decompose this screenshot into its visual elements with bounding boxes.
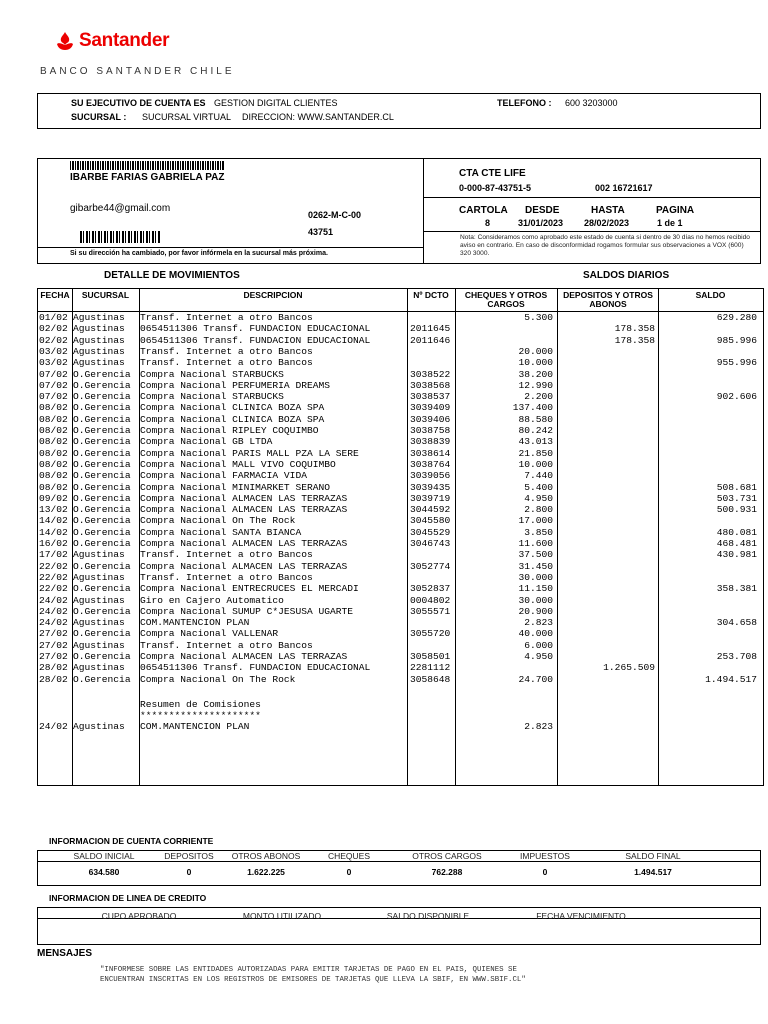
cell-fecha: 01/02 — [39, 312, 68, 323]
cell-dcto: 3039719 — [410, 492, 451, 504]
cell-cargo: 30.000 — [518, 571, 553, 583]
cell-fecha: 24/02 — [39, 594, 68, 606]
cell-cargo: 2.823 — [524, 721, 553, 732]
table-row — [38, 448, 763, 459]
cell-cargo: 20.000 — [518, 345, 553, 357]
cell-sucursal: Agustinas — [73, 323, 125, 335]
credit-label: MONTO UTILIZADO — [242, 911, 322, 921]
cell-descripcion: Compra Nacional SUMUP C*JESUSA UGARTE — [140, 605, 354, 617]
table-row — [38, 323, 763, 334]
header-saldo: SALDO — [695, 290, 726, 300]
executive-box — [37, 93, 761, 129]
cell-fecha: 17/02 — [39, 549, 68, 561]
cell-fecha: 09/02 — [39, 492, 68, 504]
summary-value: 1.622.225 — [247, 867, 285, 877]
cell-descripcion: Compra Nacional ALMACEN LAS TERRAZAS — [140, 538, 348, 549]
cell-cargo: 80.242 — [518, 425, 553, 436]
client-code1: 0262-M-C-00 — [308, 210, 362, 220]
cell-sucursal: Agustinas — [73, 639, 125, 651]
cell-dcto: 3058501 — [410, 651, 451, 662]
cell-descripcion: Compra Nacional RIPLEY COQUIMBO — [140, 425, 319, 436]
table-row — [38, 369, 763, 380]
cell-cargo: 24.700 — [518, 673, 553, 685]
cell-dcto: 3038758 — [410, 425, 451, 436]
cell-sucursal: O.Gerencia — [73, 368, 131, 380]
cell-fecha: 08/02 — [39, 447, 68, 459]
phone-label: TELEFONO : — [497, 98, 552, 108]
cell-sucursal: Agustinas — [73, 571, 125, 583]
cell-dcto: 3038839 — [410, 436, 451, 448]
credit-title: INFORMACION DE LINEA DE CREDITO — [49, 893, 207, 903]
cell-sucursal: O.Gerencia — [73, 560, 131, 572]
cell-sucursal: Agustinas — [73, 594, 125, 606]
flame-icon — [55, 31, 75, 51]
cell-descripcion: Compra Nacional ALMACEN LAS TERRAZAS — [140, 504, 348, 516]
table-row — [38, 482, 763, 493]
cell-sucursal: Agustinas — [73, 334, 125, 346]
header-descripcion: DESCRIPCION — [243, 290, 303, 300]
cell-fecha: 27/02 — [39, 639, 68, 651]
cell-dcto: 3045529 — [410, 526, 451, 538]
cell-saldo: 1.494.517 — [705, 673, 757, 685]
cell-cargo: 38.200 — [518, 368, 553, 380]
client-box — [37, 158, 424, 264]
table-row — [38, 470, 763, 481]
cell-descripcion: Transf. Internet a otro Bancos — [140, 357, 313, 369]
cell-descripcion: 0654511306 Transf. FUNDACION EDUCACIONAL — [140, 323, 371, 335]
summary-label: DEPOSITOS — [164, 851, 214, 861]
cell-fecha: 27/02 — [39, 628, 68, 640]
cell-fecha: 24/02 — [39, 721, 68, 732]
cell-saldo: 253.708 — [716, 651, 757, 662]
hasta-value: 28/02/2023 — [584, 218, 630, 228]
cell-dcto: 3038537 — [410, 391, 451, 403]
cell-fecha: 08/02 — [39, 458, 68, 470]
cell-sucursal: Agustinas — [73, 617, 125, 629]
cell-sucursal: O.Gerencia — [73, 379, 131, 391]
cell-fecha: 03/02 — [39, 345, 68, 357]
cell-fecha: 14/02 — [39, 515, 68, 527]
cell-fecha: 07/02 — [39, 368, 68, 380]
exec-value: GESTION DIGITAL CLIENTES — [214, 98, 338, 108]
summary-label: OTROS CARGOS — [412, 851, 482, 861]
divider — [38, 861, 760, 862]
cell-descripcion: Compra Nacional On The Rock — [140, 673, 296, 685]
summary-value: 634.580 — [88, 867, 120, 877]
desde-value: 31/01/2023 — [518, 218, 564, 228]
movements-table — [37, 288, 764, 786]
cell-abono: 178.358 — [614, 323, 655, 335]
cell-dcto: 3038568 — [410, 379, 451, 391]
cell-descripcion: Transf. Internet a otro Bancos — [140, 571, 313, 583]
cell-sucursal: O.Gerencia — [73, 526, 131, 538]
table-row — [38, 425, 763, 436]
message-line2: ENCUENTRAN INSCRITAS EN LOS REGISTROS DE EMISORES DE TARJETAS QUE LLEVA LA SBIF, EN WWW.SBIF.CL" — [100, 976, 526, 984]
cell-cargo: 137.400 — [512, 402, 553, 414]
cell-sucursal: Agustinas — [73, 357, 125, 369]
brand-name: Santander — [79, 30, 170, 51]
cartola-label: CARTOLA — [459, 205, 508, 216]
account-number2: 002 16721617 — [595, 183, 653, 193]
cell-sucursal: Agustinas — [73, 721, 125, 732]
table-row — [38, 572, 763, 583]
cell-sucursal: O.Gerencia — [73, 481, 131, 493]
table-row — [38, 515, 763, 526]
cell-cargo: 30.000 — [518, 594, 553, 606]
table-row — [38, 493, 763, 504]
cell-dcto: 3039406 — [410, 413, 451, 425]
cell-dcto: 3046743 — [410, 538, 451, 549]
cell-fecha: 07/02 — [39, 391, 68, 403]
summary-value: 762.288 — [431, 867, 463, 877]
cell-fecha: 22/02 — [39, 583, 68, 595]
cell-saldo: 503.731 — [716, 492, 757, 504]
cell-dcto: 3044592 — [410, 504, 451, 516]
table-row — [38, 346, 763, 357]
client-code2: 43751 — [308, 227, 334, 237]
cell-dcto: 3055720 — [410, 628, 451, 640]
cell-fecha: 08/02 — [39, 425, 68, 436]
cell-cargo: 5.400 — [524, 481, 553, 493]
cell-fecha: 16/02 — [39, 538, 68, 549]
cell-cargo: 37.500 — [518, 549, 553, 561]
cell-cargo: 43.013 — [518, 436, 553, 448]
account-type: CTA CTE LIFE — [459, 168, 526, 179]
summary-label: OTROS ABONOS — [231, 851, 301, 861]
cell-dcto: 3039409 — [410, 402, 451, 414]
cell-cargo: 12.990 — [518, 379, 553, 391]
cell-saldo: 508.681 — [716, 481, 757, 493]
cell-fecha: 28/02 — [39, 673, 68, 685]
cell-fecha: 07/02 — [39, 379, 68, 391]
cell-sucursal: O.Gerencia — [73, 515, 131, 527]
commissions-title: Resumen de Comisiones — [140, 699, 261, 710]
table-row — [38, 651, 763, 662]
divider — [38, 247, 423, 248]
cell-sucursal: O.Gerencia — [73, 673, 131, 685]
cell-descripcion: Compra Nacional MINIMARKET SERANO — [140, 481, 330, 493]
cell-fecha: 02/02 — [39, 323, 68, 335]
summary-label: SALDO FINAL — [625, 851, 681, 861]
cell-descripcion: Transf. Internet a otro Bancos — [140, 549, 313, 561]
table-row — [38, 561, 763, 572]
cell-descripcion: Compra Nacional SANTA BIANCA — [140, 526, 302, 538]
cell-dcto: 3055571 — [410, 605, 451, 617]
message-line1: "INFORMESE SOBRE LAS ENTIDADES AUTORIZADAS PARA EMITIR TARJETAS DE PAGO EN EL PAIS, QUIENES SE — [100, 966, 517, 974]
cell-descripcion: Transf. Internet a otro Bancos — [140, 345, 313, 357]
cell-cargo: 20.900 — [518, 605, 553, 617]
cell-dcto: 2281112 — [410, 662, 451, 674]
cell-cargo: 10.000 — [518, 458, 553, 470]
cell-saldo: 480.081 — [716, 526, 757, 538]
cell-cargo: 11.600 — [518, 538, 553, 549]
cell-cargo: 4.950 — [524, 651, 553, 662]
cell-descripcion: Transf. Internet a otro Bancos — [140, 639, 313, 651]
cell-sucursal: O.Gerencia — [73, 458, 131, 470]
cell-cargo: 40.000 — [518, 628, 553, 640]
table-row — [38, 414, 763, 425]
cell-descripcion: Compra Nacional ALMACEN LAS TERRAZAS — [140, 651, 348, 662]
cell-sucursal: Agustinas — [73, 312, 125, 323]
cell-abono: 178.358 — [614, 334, 655, 346]
summary-label: SALDO INICIAL — [73, 851, 135, 861]
cell-saldo: 358.381 — [716, 583, 757, 595]
cell-dcto: 3038522 — [410, 368, 451, 380]
cell-descripcion: Compra Nacional ALMACEN LAS TERRAZAS — [140, 492, 348, 504]
cell-cargo: 4.950 — [524, 492, 553, 504]
table-row — [38, 617, 763, 628]
cell-dcto: 3038614 — [410, 447, 451, 459]
cell-descripcion: Compra Nacional ENTRECRUCES EL MERCADI — [140, 583, 359, 595]
cell-descripcion: Giro en Cajero Automatico — [140, 594, 284, 606]
table-row — [38, 504, 763, 515]
cell-sucursal: O.Gerencia — [73, 391, 131, 403]
cell-fecha: 08/02 — [39, 402, 68, 414]
cell-cargo: 21.850 — [518, 447, 553, 459]
credit-label: SALDO DISPONIBLE — [386, 911, 470, 921]
barcode-bottom — [80, 231, 160, 243]
table-row — [38, 640, 763, 651]
cell-descripcion: COM.MANTENCION PLAN — [140, 721, 250, 732]
table-row — [38, 459, 763, 470]
cell-sucursal: O.Gerencia — [73, 425, 131, 436]
cell-descripcion: Compra Nacional FARMACIA VIDA — [140, 470, 307, 482]
account-number: 0-000-87-43751-5 — [459, 183, 532, 193]
cell-saldo: 468.481 — [716, 538, 757, 549]
cell-cargo: 2.200 — [524, 391, 553, 403]
cell-descripcion: Compra Nacional On The Rock — [140, 515, 296, 527]
cell-cargo: 6.000 — [524, 639, 553, 651]
cell-cargo: 7.440 — [524, 470, 553, 482]
movements-title: DETALLE DE MOVIMIENTOS — [104, 270, 240, 281]
cell-sucursal: Agustinas — [73, 549, 125, 561]
cell-sucursal: O.Gerencia — [73, 492, 131, 504]
cell-fecha: 24/02 — [39, 617, 68, 629]
cell-descripcion: Compra Nacional PERFUMERIA DREAMS — [140, 379, 330, 391]
cell-fecha: 22/02 — [39, 560, 68, 572]
pagina-value: 1 de 1 — [657, 218, 683, 228]
cell-fecha: 02/02 — [39, 334, 68, 346]
summary-label: IMPUESTOS — [520, 851, 570, 861]
cell-fecha: 13/02 — [39, 504, 68, 516]
cell-fecha: 08/02 — [39, 481, 68, 493]
cell-fecha: 08/02 — [39, 436, 68, 448]
cell-dcto: 3039056 — [410, 470, 451, 482]
desde-label: DESDE — [525, 205, 560, 216]
cell-cargo: 5.300 — [524, 312, 553, 323]
cell-fecha: 03/02 — [39, 357, 68, 369]
header-fecha: FECHA — [40, 290, 70, 300]
cell-descripcion: Compra Nacional VALLENAR — [140, 628, 279, 640]
branch-address: DIRECCION: WWW.SANTANDER.CL — [242, 112, 394, 122]
bank-subtitle: BANCO SANTANDER CHILE — [40, 66, 235, 77]
cell-sucursal: O.Gerencia — [73, 504, 131, 516]
cell-fecha: 28/02 — [39, 662, 68, 674]
table-row — [38, 662, 763, 673]
credit-label: FECHA VENCIMIENTO — [536, 911, 626, 921]
cell-cargo: 10.000 — [518, 357, 553, 369]
divider — [424, 231, 760, 232]
cell-sucursal: O.Gerencia — [73, 651, 131, 662]
cell-dcto: 3045580 — [410, 515, 451, 527]
cell-descripcion: Compra Nacional STARBUCKS — [140, 391, 284, 403]
cell-saldo: 955.996 — [716, 357, 757, 369]
table-row — [38, 335, 763, 346]
hasta-label: HASTA — [591, 205, 625, 216]
exec-label: SU EJECUTIVO DE CUENTA ES — [71, 98, 206, 108]
cell-cargo: 3.850 — [524, 526, 553, 538]
account-box — [423, 158, 761, 264]
cell-cargo: 2.823 — [524, 617, 553, 629]
branch-value: SUCURSAL VIRTUAL — [142, 112, 232, 122]
cell-abono: 1.265.509 — [603, 662, 655, 674]
divider — [424, 197, 760, 198]
cell-saldo: 985.996 — [716, 334, 757, 346]
table-row — [38, 312, 763, 323]
address-notice: Si su dirección ha cambiado, por favor infórmela en la sucursal más próxima. — [70, 250, 328, 257]
credit-box — [37, 907, 761, 945]
summary-box — [37, 850, 761, 886]
summary-title: INFORMACION DE CUENTA CORRIENTE — [49, 836, 214, 846]
cell-sucursal: Agustinas — [73, 345, 125, 357]
cell-saldo: 629.280 — [716, 312, 757, 323]
cell-saldo: 304.658 — [716, 617, 757, 629]
cell-dcto: 3039435 — [410, 481, 451, 493]
cell-sucursal: O.Gerencia — [73, 470, 131, 482]
cell-dcto: 3052774 — [410, 560, 451, 572]
table-row — [38, 527, 763, 538]
cell-cargo: 88.580 — [518, 413, 553, 425]
cell-saldo: 500.931 — [716, 504, 757, 516]
cell-fecha: 27/02 — [39, 651, 68, 662]
cell-dcto: 2011646 — [410, 334, 451, 346]
header-dcto: Nº DCTO — [413, 290, 449, 300]
account-note: Nota: Consideramos como aprobado este estado de cuenta si dentro de 30 días no hemos recibido aviso en contrario. En caso de disconformidad rogamos formular sus observaciones a VOX (600) 320 3000. — [460, 234, 750, 257]
cell-fecha: 08/02 — [39, 413, 68, 425]
table-row — [38, 628, 763, 639]
header-abonos: DEPOSITOS Y OTROS ABONOS — [563, 290, 653, 309]
cell-sucursal: O.Gerencia — [73, 628, 131, 640]
phone-value: 600 3203000 — [565, 98, 618, 108]
cell-sucursal: O.Gerencia — [73, 447, 131, 459]
cell-descripcion: Compra Nacional PARIS MALL PZA LA SERE — [140, 447, 359, 459]
cell-descripcion: Compra Nacional GB LTDA — [140, 436, 273, 448]
cell-fecha: 22/02 — [39, 571, 68, 583]
balances-title: SALDOS DIARIOS — [583, 270, 670, 281]
cell-fecha: 08/02 — [39, 470, 68, 482]
commissions-stars: ********************* — [140, 710, 261, 721]
cell-dcto: 0004802 — [410, 594, 451, 606]
cell-descripcion: Compra Nacional CLINICA BOZA SPA — [140, 402, 325, 414]
table-row — [38, 606, 763, 617]
client-name: IBARBE FARIAS GABRIELA PAZ — [70, 172, 225, 183]
cell-sucursal: Agustinas — [73, 662, 125, 674]
summary-value: 0 — [346, 867, 352, 877]
summary-value: 0 — [542, 867, 548, 877]
cell-sucursal: O.Gerencia — [73, 436, 131, 448]
brand-logo — [55, 30, 169, 52]
cell-saldo: 902.606 — [716, 391, 757, 403]
cell-saldo: 430.981 — [716, 549, 757, 561]
cell-sucursal: O.Gerencia — [73, 538, 131, 549]
table-row — [38, 391, 763, 402]
table-row — [38, 538, 763, 549]
table-row — [38, 595, 763, 606]
table-row — [38, 357, 763, 368]
table-row — [38, 380, 763, 391]
table-row — [38, 549, 763, 560]
cell-cargo: 17.000 — [518, 515, 553, 527]
table-row — [38, 674, 763, 685]
cell-dcto: 3058648 — [410, 673, 451, 685]
cell-dcto: 2011645 — [410, 323, 451, 335]
client-email: gibarbe44@gmail.com — [70, 203, 171, 214]
barcode-top — [70, 161, 225, 170]
messages-title: MENSAJES — [37, 948, 93, 959]
cell-fecha: 24/02 — [39, 605, 68, 617]
cell-descripcion: 0654511306 Transf. FUNDACION EDUCACIONAL — [140, 662, 371, 674]
cell-descripcion: COM.MANTENCION PLAN — [140, 617, 250, 629]
cell-descripcion: Compra Nacional STARBUCKS — [140, 368, 284, 380]
credit-label: CUPO APROBADO — [101, 911, 177, 921]
table-row — [38, 436, 763, 447]
cell-sucursal: O.Gerencia — [73, 583, 131, 595]
summary-value: 0 — [186, 867, 192, 877]
cell-sucursal: O.Gerencia — [73, 605, 131, 617]
cell-descripcion: Compra Nacional MALL VIVO COQUIMBO — [140, 458, 336, 470]
summary-value: 1.494.517 — [634, 867, 672, 877]
cell-sucursal: O.Gerencia — [73, 402, 131, 414]
cell-descripcion: 0654511306 Transf. FUNDACION EDUCACIONAL — [140, 334, 371, 346]
cell-sucursal: O.Gerencia — [73, 413, 131, 425]
cartola-value: 8 — [485, 218, 491, 228]
cell-descripcion: Transf. Internet a otro Bancos — [140, 312, 313, 323]
summary-label: CHEQUES — [327, 851, 371, 861]
header-cargos: CHEQUES Y OTROS CARGOS — [464, 290, 548, 309]
table-row — [38, 721, 763, 732]
cell-dcto: 3038764 — [410, 458, 451, 470]
cell-fecha: 14/02 — [39, 526, 68, 538]
branch-label: SUCURSAL : — [71, 112, 127, 122]
cell-cargo: 2.800 — [524, 504, 553, 516]
cell-cargo: 31.450 — [518, 560, 553, 572]
header-sucursal: SUCURSAL — [81, 290, 130, 300]
table-row — [38, 583, 763, 594]
cell-descripcion: Compra Nacional ALMACEN LAS TERRAZAS — [140, 560, 348, 572]
cell-dcto: 3052837 — [410, 583, 451, 595]
table-row — [38, 402, 763, 413]
pagina-label: PAGINA — [656, 205, 695, 216]
cell-cargo: 11.150 — [518, 583, 553, 595]
cell-descripcion: Compra Nacional CLINICA BOZA SPA — [140, 413, 325, 425]
